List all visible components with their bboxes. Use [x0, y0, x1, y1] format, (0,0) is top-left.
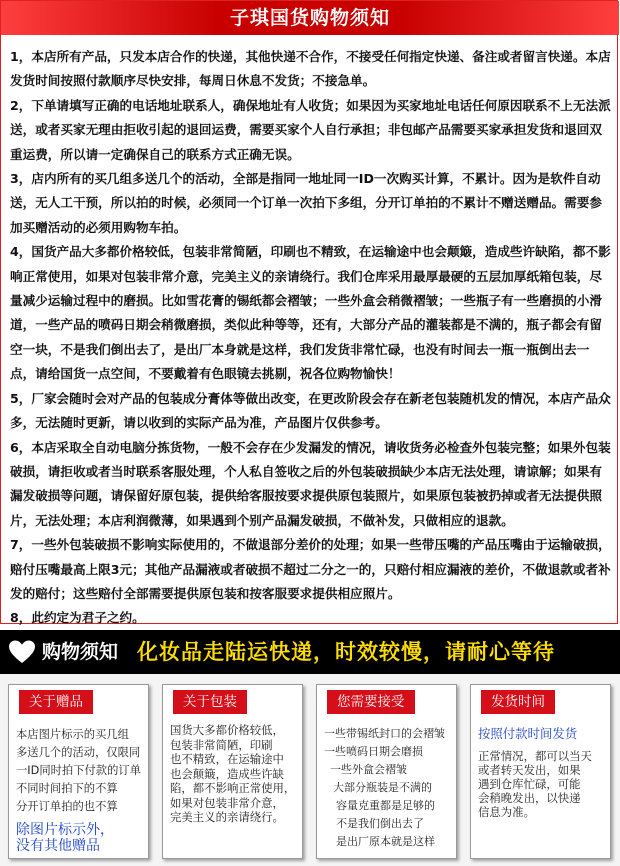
card-line: 遇到仓库忙碌，可能	[478, 777, 581, 791]
rule-item: 5，厂家会随时会对产品的包装成分膏体等做出改变，在更改阶段会存在新老包装随机发的情况，本店产品众多，无法随时更新，请以收到的实际产品为准，产品图片仅供参考。	[10, 390, 611, 431]
card-packaging	[162, 684, 303, 859]
card-shipping-time	[470, 684, 611, 859]
card-accept	[316, 684, 457, 859]
card-line: 如果对包装非常介意，	[170, 795, 284, 810]
card-line: 多送几个的活动，仅限同	[16, 746, 141, 759]
rule-item: 6，本店采取全自动电脑分拣货物，一般不会存在少发漏发的情况，请收货务必检查外包装完整；如果外包装破损，请拒收或者当时联系客服处理，个人私自签收之后的外包装破损缺少本店无法处理，请谅解；如果有漏发破损等问题，请保留好原包装，提供给客服按要求提供原包装照片，如果原包装被扔掉或者无法提供照片，无法处理；本店利润微薄，如果遇到个别产品漏发破损，不做补发，只做相应的退款。	[10, 439, 611, 528]
card-line: 不是我们倒出去了	[336, 817, 424, 830]
card-line: 一些外盒会褶皱	[330, 763, 407, 776]
card-line: 或者转天发出，如果	[478, 763, 581, 777]
card-line: 容量克重都是足够的	[336, 799, 435, 812]
card-line-highlight: 除图片标示外，	[16, 822, 114, 838]
card-line: 包装非常简陋，印刷	[170, 737, 273, 752]
card-line: 本店图片标示的买几组	[16, 728, 129, 741]
rule-item: 2，下单请填写正确的电话地址联系人，确保地址有人收货；如果因为买家地址电话任何原因联系不上无法派送，或者买家无理由拒收引起的退回运费，需要买家个人自行承担；非包邮产品需要买家承担发货和退回双重运费，所以请一定确保自己的联系方式正确无误。	[10, 97, 611, 162]
card-line: 信息为准。	[478, 805, 535, 819]
card-line: 分开订单拍的也不算	[16, 800, 118, 813]
rule-item: 1，本店所有产品，只发本店合作的快递，其他快递不合作，不接受任何指定快递、备注或者留言快递。本店发货时间按照付款顺序尽快安排，每周日休息不发货；不接急单。	[10, 49, 611, 89]
card-line: 一些带锡纸封口的会褶皱	[324, 727, 445, 740]
rules-list	[10, 45, 612, 631]
card-body	[478, 725, 606, 819]
card-line: 正常情况，都可以当天	[478, 749, 592, 763]
banner-slogan: 化妆品走陆运快递，时效较慢，请耐心等待	[137, 640, 555, 664]
card-line: 不同时间拍下的不算	[16, 782, 118, 795]
card-line: 也不精致，在运输途中	[170, 752, 284, 766]
card-line: 完美主义的亲请绕行。	[170, 810, 284, 824]
card-title: 发货时间	[481, 690, 555, 714]
card-body	[170, 723, 298, 825]
card-line: 是出厂原本就是这样	[336, 835, 435, 848]
notice-title: 子琪国货购物须知	[229, 7, 390, 29]
card-body	[324, 725, 452, 851]
card-line: 大部分瓶装是不满的	[333, 781, 432, 794]
card-line: 一些喷码日期会磨损	[324, 745, 423, 758]
card-line-highlight: 按照付款时间发货	[478, 726, 578, 741]
shopping-banner	[0, 630, 620, 674]
rule-item: 7，一些外包装破损不影响实际使用的，不做退部分差价的处理；如果一些带压嘴的产品压嘴由于运输破损，赔付压嘴最高上限3元；其他产品漏液或者破损不超过二分之一的，只赔付相应漏液的差价，不做退款或者补发的赔付；这些赔付全部需要提供原包装和按客服要求提供相应照片。	[10, 537, 611, 601]
card-line: 会稍晚发出，以快递	[478, 791, 581, 805]
rule-item: 3，店内所有的买几组多送几个的活动，全部是指同一地址同一ID一次购买计算，不累计。因为是软件自动送，无人工干预，所以拍的时候，必须同一个订单一次拍下多组，分开订单拍的不累计不赠送赠品。需要参加买赠活动的必须用购物车拍。	[10, 171, 602, 235]
rule-item: 8，此约定为君子之约。	[10, 610, 145, 626]
card-title: 关于赠品	[19, 690, 93, 714]
card-title: 您需要接受	[327, 690, 415, 714]
card-line-highlight: 没有其他赠品	[16, 838, 100, 854]
info-cards	[0, 674, 620, 866]
card-line: 国货大多都价格较低，	[170, 723, 284, 737]
card-body	[16, 726, 144, 854]
card-title: 关于包装	[173, 690, 247, 714]
banner-label: 购物须知	[42, 641, 119, 663]
heart-icon	[8, 640, 36, 664]
card-line: 也会颠簸，造成些许缺	[170, 766, 284, 781]
card-line: 陷，都不影响正常使用，	[170, 781, 296, 795]
card-gifts	[8, 684, 149, 859]
rule-item: 4，国货产品大多都价格较低，包装非常简陋，印刷也不精致，在运输途中也会颠簸，造成些许缺陷，都不影响正常使用，如果对包装非常介意，完美主义的亲请绕行。我们仓库采用最厚最硬的五层加厚纸箱包装，尽量减少运输过程中的磨损。比如雪花膏的锡纸都会褶皱；一些外盒会稍微褶皱；一些瓶子有一些磨损的小滑道，一些产品的喷码日期会稍微磨损，类似此种等等，还有，大部分产品的灌装都是不满的，瓶子都会有留空一块，不是我们倒出去了，是出厂本身就是这样，我们发货非常忙碌，也没有时间去一瓶一瓶倒出去一点，请给国货一点空间，不要戴着有色眼镜去挑剔，祝各位购物愉快！	[10, 244, 611, 382]
card-line: 一ID同时拍下付款的订单	[16, 764, 142, 777]
